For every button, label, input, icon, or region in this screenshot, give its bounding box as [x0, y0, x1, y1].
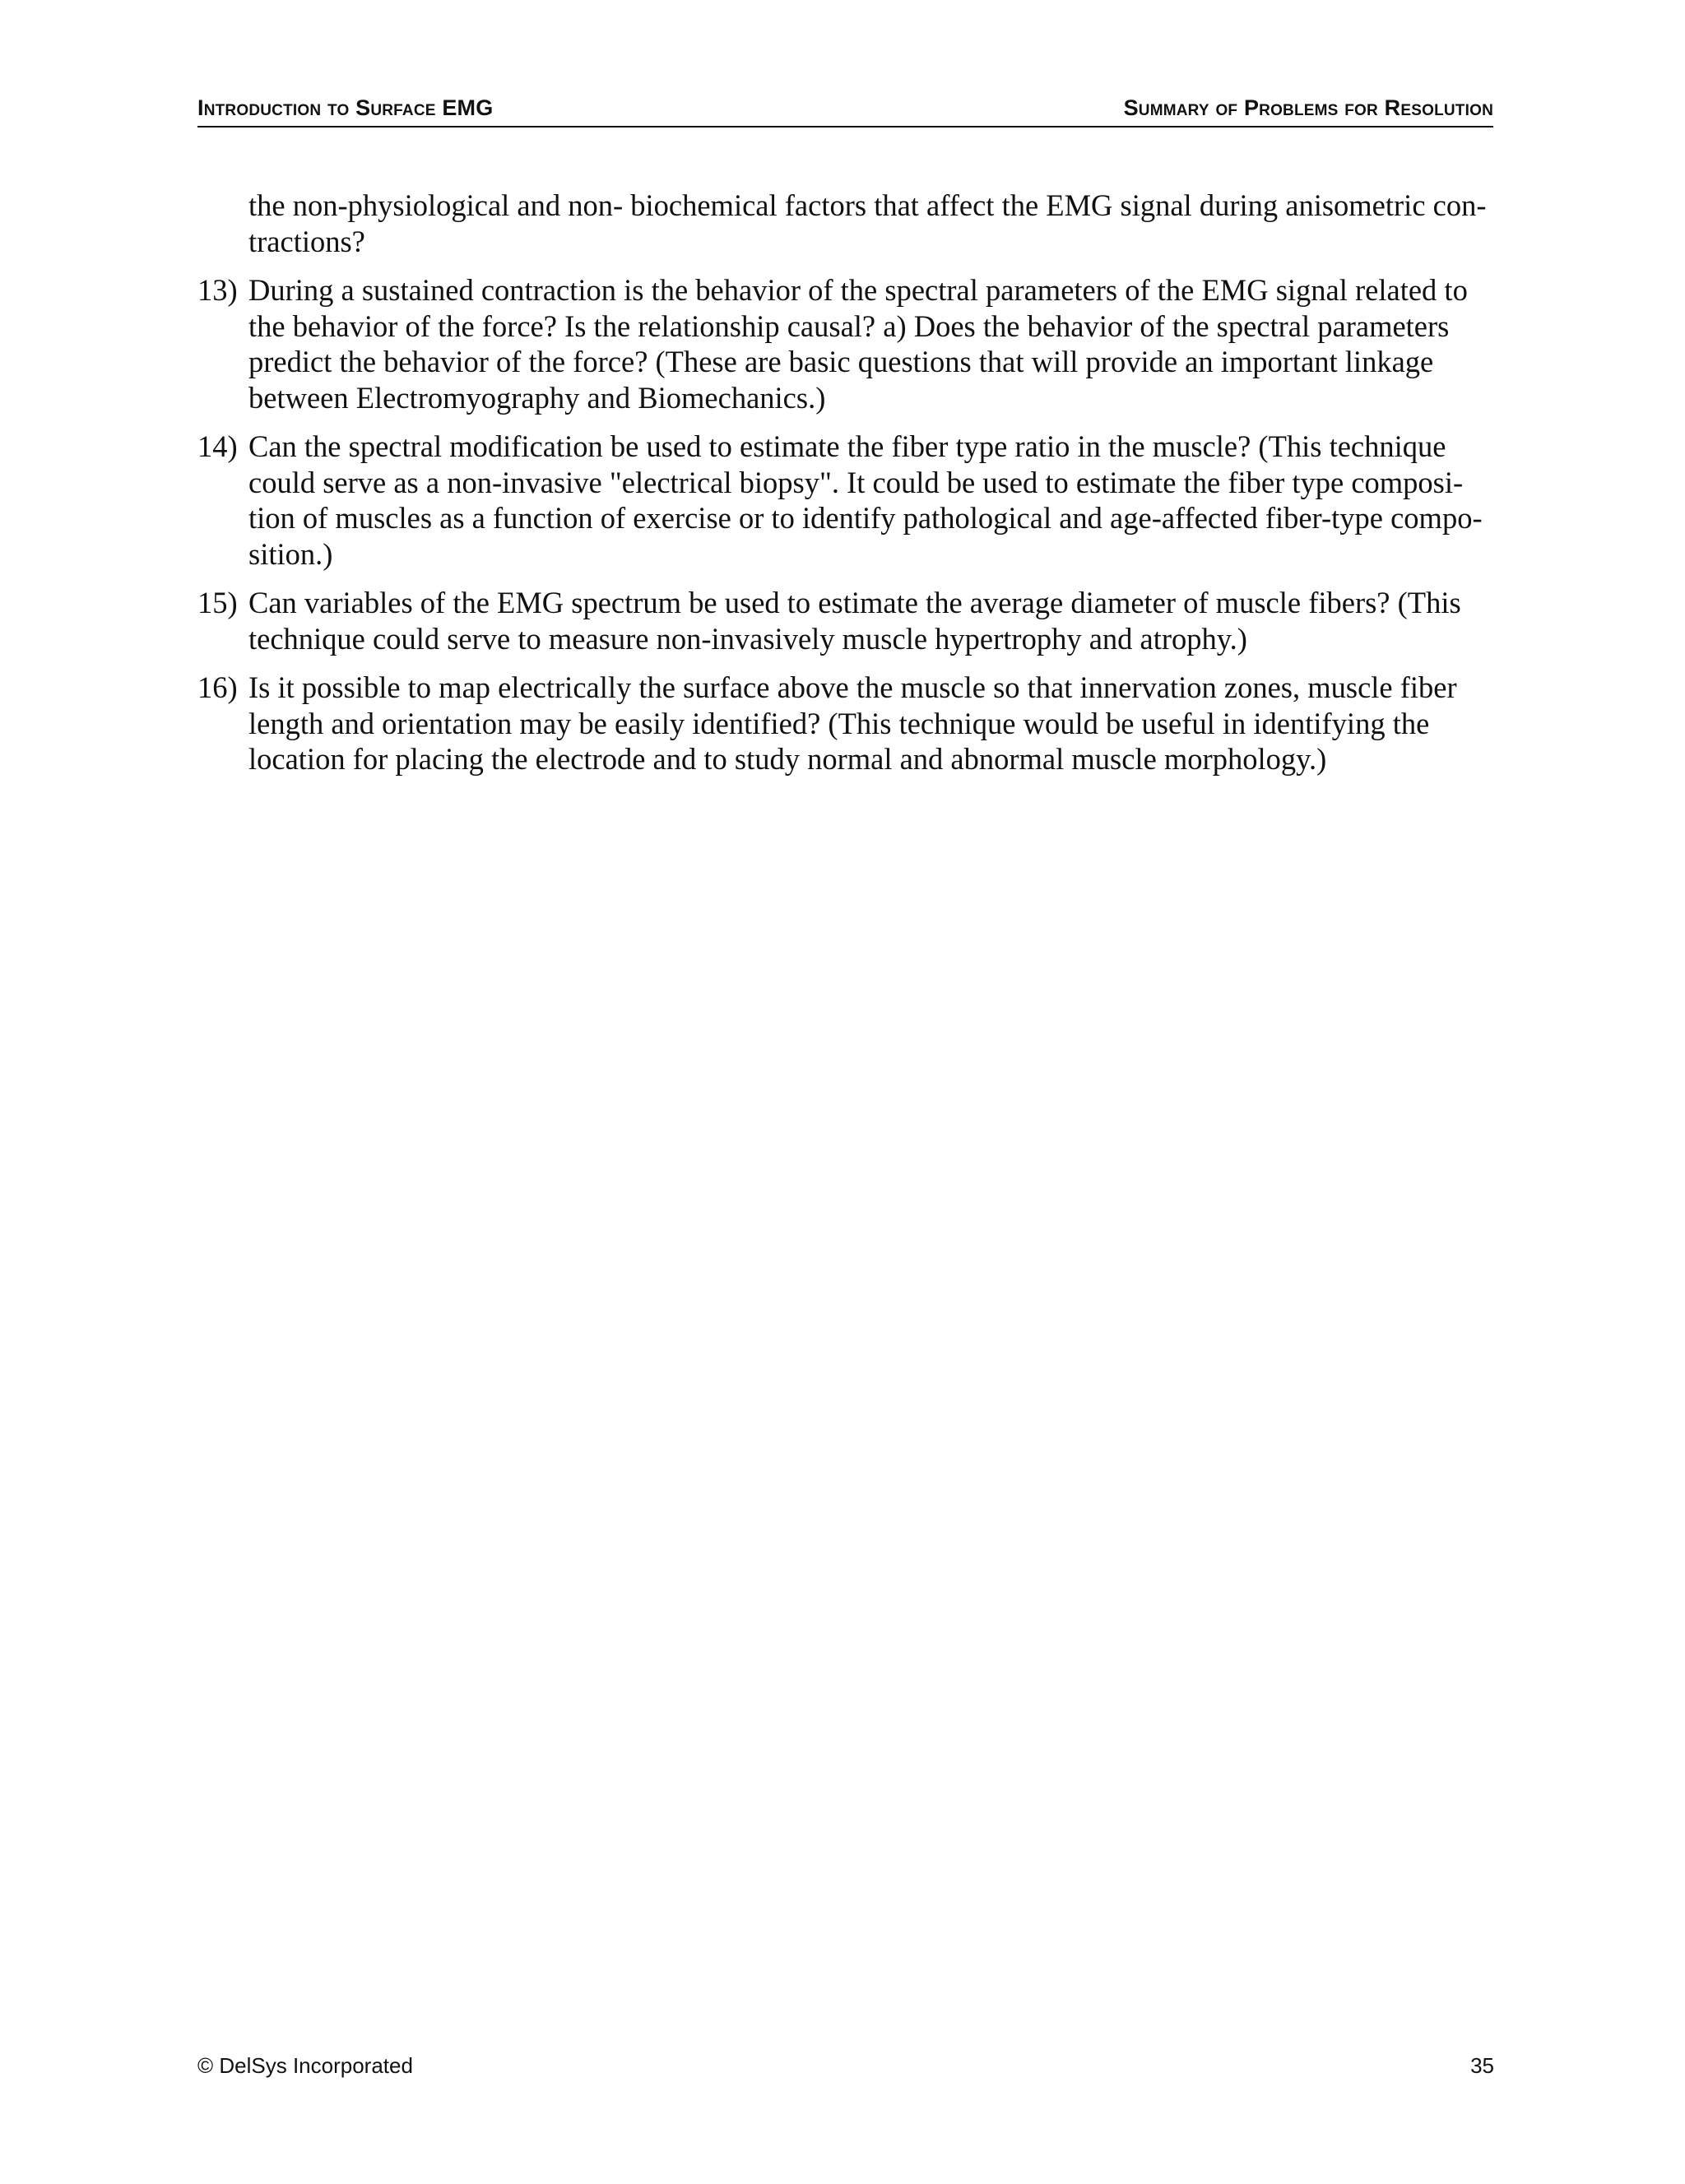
text-line: technique could serve to measure non-invasively muscle hypertrophy and atrophy.): [248, 621, 1247, 656]
item-number: 13): [197, 273, 238, 307]
running-header: [197, 93, 1493, 128]
text-line: During a sustained contraction is the behavior of the spectral parameters of the EMG signal related to: [248, 273, 1468, 307]
item-number: 14): [197, 429, 238, 463]
text-line: Can the spectral modification be used to estimate the fiber type ratio in the muscle? (This technique: [248, 429, 1446, 463]
text-line: location for placing the electrode and to study normal and abnormal muscle morphology.): [248, 742, 1327, 776]
list-item: [197, 670, 1493, 777]
text-line: sition.): [248, 536, 333, 571]
text-line: tractions?: [248, 224, 365, 258]
item-text: [248, 585, 1461, 656]
list-item: [197, 585, 1493, 656]
footer-copyright: © DelSys Incorporated: [197, 2053, 413, 2078]
item-number: 16): [197, 670, 238, 704]
list-item: [197, 272, 1493, 415]
item-text: [248, 272, 1468, 415]
text-line: the behavior of the force? Is the relationship causal? a) Does the behavior of the spectral parameters: [248, 308, 1450, 343]
item-text: [248, 429, 1483, 572]
text-line: the non-physiological and non- biochemical factors that affect the EMG signal during anisometric con-: [248, 188, 1487, 222]
continuation-paragraph: [248, 188, 1493, 259]
text-line: tion of muscles as a function of exercise or to identify pathological and age-affected fiber-type compo-: [248, 501, 1483, 535]
list-item: [197, 429, 1493, 572]
body-text: [197, 188, 1493, 791]
text-line: predict the behavior of the force? (These are basic questions that will provide an important linkage: [248, 345, 1434, 378]
text-line: length and orientation may be easily identified? (This technique would be useful in identifying the: [248, 706, 1430, 740]
header-book-title: Introduction to Surface EMG: [197, 95, 494, 120]
item-number: 15): [197, 586, 238, 619]
page-number: 35: [1470, 2053, 1494, 2078]
text-line: Is it possible to map electrically the surface above the muscle so that innervation zones, muscle fiber: [248, 670, 1457, 704]
text-line: Can variables of the EMG spectrum be used to estimate the average diameter of muscle fibers? (This: [248, 586, 1461, 619]
text-line: could serve as a non-invasive "electrical biopsy". It could be used to estimate the fiber type composi-: [248, 465, 1464, 499]
text-line: between Electromyography and Biomechanics.): [248, 380, 826, 415]
header-section-title: Summary of Problems for Resolution: [1123, 95, 1493, 120]
item-text: [248, 670, 1457, 777]
